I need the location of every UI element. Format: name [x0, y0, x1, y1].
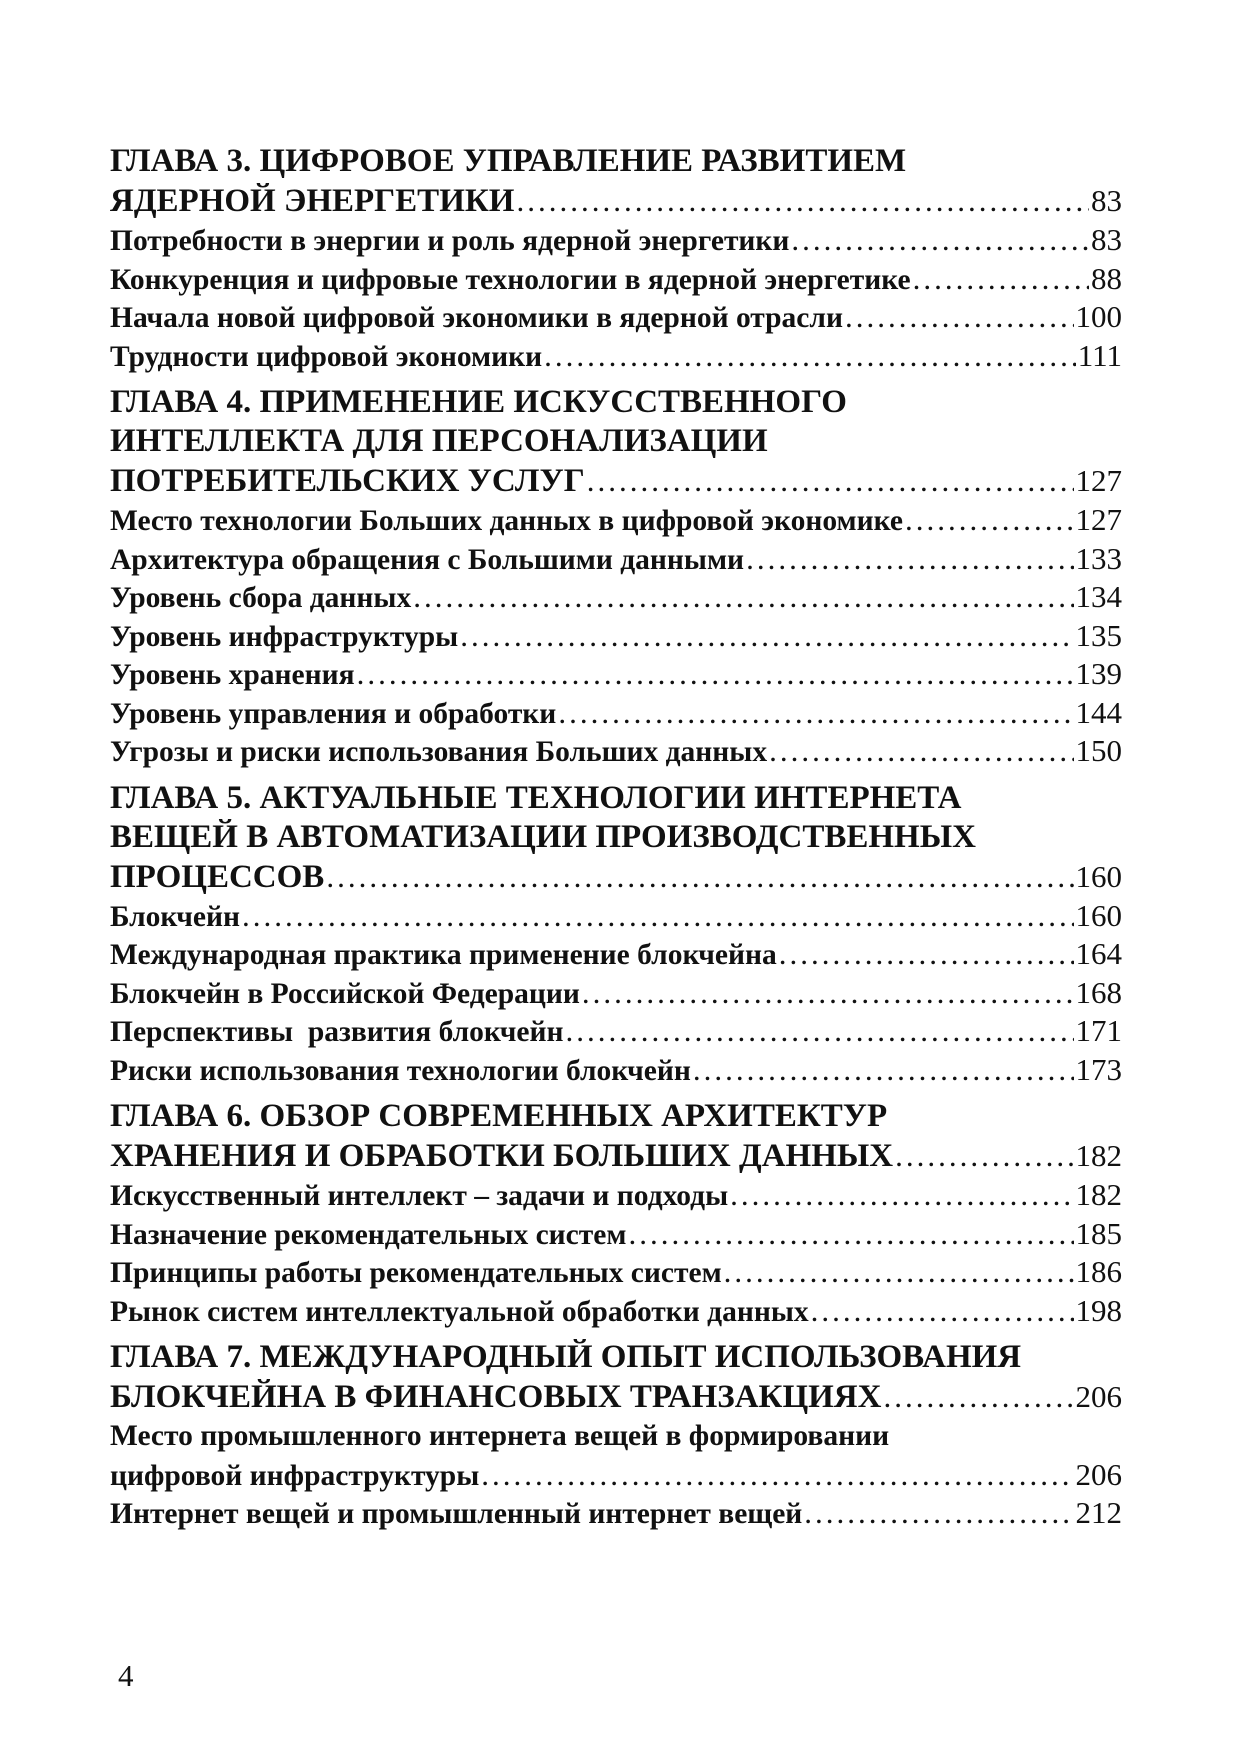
- toc-entry[interactable]: [110, 1456, 1122, 1495]
- toc-entry[interactable]: [110, 540, 1122, 579]
- chapter-title: ХРАНЕНИЯ И ОБРАБОТКИ БОЛЬШИХ ДАННЫХ: [110, 1138, 894, 1174]
- page-ref: 127: [1075, 502, 1122, 537]
- toc-entry[interactable]: [110, 1012, 1122, 1051]
- entry-title: Потребности в энергии и роль ядерной энергетики: [110, 225, 790, 257]
- dot-leader: [565, 1012, 1073, 1051]
- entry-title: Архитектура обращения с Большими данными: [110, 543, 745, 576]
- chapter-heading: ГЛАВА 5. АКТУАЛЬНЫЕ ТЕХНОЛОГИИ ИНТЕРНЕТА: [110, 779, 962, 816]
- chapter-heading: ГЛАВА 4. ПРИМЕНЕНИЕ ИСКУССТВЕННОГО: [110, 384, 847, 420]
- chapter-4: [110, 383, 1122, 771]
- toc-entry[interactable]: [110, 974, 1122, 1013]
- page-ref: 144: [1075, 694, 1122, 730]
- chapter-title: ЯДЕРНОЙ ЭНЕРГЕТИКИ: [110, 183, 515, 219]
- chapter-6: [110, 1097, 1122, 1330]
- entry-title: Перспективы развития блокчейн: [110, 1016, 564, 1048]
- toc-entry[interactable]: [110, 1051, 1122, 1090]
- dot-leader: [587, 461, 1074, 500]
- dot-leader: [791, 221, 1089, 260]
- page-ref: 160: [1075, 858, 1122, 894]
- chapter-heading: ГЛАВА 6. ОБЗОР СОВРЕМЕННЫХ АРХИТЕКТУР: [110, 1098, 888, 1134]
- dot-leader: [628, 1215, 1073, 1254]
- chapter-heading-line[interactable]: [110, 1136, 1122, 1176]
- dot-leader: [357, 655, 1074, 694]
- page-ref: 173: [1075, 1051, 1122, 1087]
- page-ref: 135: [1075, 617, 1122, 653]
- entry-title: Международная практика применение блокчейна: [110, 939, 777, 971]
- entry-title: Рынок систем интеллектуальной обработки данных: [110, 1295, 809, 1328]
- entry-title: Угрозы и риски использования Больших данных: [110, 736, 768, 768]
- toc-entry[interactable]: [110, 935, 1122, 974]
- dot-leader: [558, 694, 1073, 733]
- chapter-heading-line[interactable]: [110, 461, 1122, 501]
- dot-leader: [242, 897, 1074, 936]
- page-ref: 83: [1091, 222, 1122, 257]
- page-ref: 171: [1075, 1013, 1122, 1048]
- dot-leader: [724, 1253, 1074, 1292]
- chapter-7: [110, 1338, 1122, 1533]
- toc-entry-first-line[interactable]: [110, 1417, 1122, 1456]
- dot-leader: [481, 1456, 1073, 1495]
- toc-entry[interactable]: [110, 298, 1122, 337]
- chapter-heading: ИНТЕЛЛЕКТА ДЛЯ ПЕРСОНАЛИЗАЦИИ: [110, 423, 768, 459]
- chapter-title: БЛОКЧЕЙНА В ФИНАНСОВЫХ ТРАНЗАКЦИЯХ: [110, 1379, 882, 1415]
- page-ref: 212: [1075, 1495, 1122, 1530]
- page-ref: 182: [1075, 1177, 1122, 1212]
- toc-entry[interactable]: [110, 578, 1122, 617]
- page-ref: 111: [1077, 337, 1122, 373]
- entry-title: Место промышленного интернета вещей в формировании: [110, 1420, 890, 1452]
- dot-leader: [326, 857, 1073, 896]
- dot-leader: [413, 578, 1073, 617]
- entry-title: Конкуренция и цифровые технологии в ядерной энергетике: [110, 263, 911, 296]
- chapter-heading: ВЕЩЕЙ В АВТОМАТИЗАЦИИ ПРОИЗВОДСТВЕННЫХ: [110, 818, 976, 855]
- toc-entry[interactable]: [110, 1176, 1122, 1215]
- entry-title: Место технологии Больших данных в цифровой экономике: [110, 505, 903, 537]
- toc-entry[interactable]: [110, 732, 1122, 771]
- page-ref: 206: [1075, 1456, 1122, 1492]
- toc-entry[interactable]: [110, 1494, 1122, 1533]
- dot-leader: [746, 540, 1073, 579]
- entry-title: Назначение рекомендательных систем: [110, 1218, 627, 1251]
- toc-entry[interactable]: [110, 617, 1122, 656]
- dot-leader: [845, 298, 1074, 337]
- chapter-3: [110, 142, 1122, 375]
- toc-entry[interactable]: [110, 655, 1122, 694]
- page-ref: 88: [1091, 260, 1122, 296]
- dot-leader: [913, 260, 1089, 299]
- dot-leader: [730, 1176, 1073, 1215]
- page-number: 4: [118, 1658, 134, 1693]
- entry-title: Начала новой цифровой экономики в ядерной отрасли: [110, 302, 843, 334]
- table-of-contents: [110, 142, 1122, 1541]
- dot-leader: [779, 935, 1074, 974]
- chapter-heading: ГЛАВА 3. ЦИФРОВОЕ УПРАВЛЕНИЕ РАЗВИТИЕМ: [110, 143, 907, 179]
- dot-leader: [544, 337, 1076, 376]
- toc-entry[interactable]: [110, 897, 1122, 936]
- chapter-heading-line[interactable]: [110, 857, 1122, 897]
- page-ref: 83: [1091, 183, 1122, 218]
- entry-title: Уровень сбора данных: [110, 582, 412, 614]
- page-ref: 182: [1075, 1138, 1122, 1173]
- dot-leader: [811, 1292, 1074, 1331]
- chapter-5: [110, 779, 1122, 1090]
- toc-entry[interactable]: [110, 501, 1122, 540]
- entry-title: Риски использования технологии блокчейн: [110, 1054, 691, 1087]
- page-ref: 127: [1075, 463, 1122, 498]
- page-ref: 185: [1075, 1215, 1122, 1251]
- toc-entry[interactable]: [110, 260, 1122, 299]
- dot-leader: [769, 732, 1073, 771]
- chapter-heading-line[interactable]: [110, 1377, 1122, 1417]
- entry-title: Блокчейн в Российской Федерации: [110, 977, 580, 1010]
- entry-title: Искусственный интеллект – задачи и подходы: [110, 1180, 729, 1212]
- entry-title: Уровень инфраструктуры: [110, 620, 459, 653]
- entry-title: Уровень управления и обработки: [110, 697, 557, 730]
- entry-title: цифровой инфраструктуры: [110, 1459, 480, 1492]
- dot-leader: [460, 617, 1073, 656]
- dot-leader: [895, 1136, 1073, 1175]
- entry-title: Уровень хранения: [110, 659, 355, 691]
- entry-title: Блокчейн: [110, 900, 240, 933]
- dot-leader: [883, 1377, 1073, 1416]
- chapter-title: ПРОЦЕССОВ: [110, 858, 325, 895]
- toc-entry[interactable]: [110, 221, 1122, 260]
- page-ref: 164: [1075, 936, 1122, 971]
- toc-entry[interactable]: [110, 1292, 1122, 1331]
- page-ref: 100: [1075, 299, 1122, 334]
- page-ref: 150: [1075, 733, 1122, 768]
- page-ref: 186: [1075, 1254, 1122, 1289]
- dot-leader: [693, 1051, 1074, 1090]
- page-ref: 139: [1075, 656, 1122, 691]
- dot-leader: [582, 974, 1074, 1013]
- page-ref: 206: [1075, 1379, 1122, 1414]
- toc-entry[interactable]: [110, 1215, 1122, 1254]
- toc-entry[interactable]: [110, 1253, 1122, 1292]
- page-ref: 134: [1075, 579, 1122, 614]
- entry-title: Принципы работы рекомендательных систем: [110, 1257, 722, 1289]
- chapter-heading: ГЛАВА 7. МЕЖДУНАРОДНЫЙ ОПЫТ ИСПОЛЬЗОВАНИЯ: [110, 1339, 1022, 1375]
- toc-entry[interactable]: [110, 694, 1122, 733]
- dot-leader: [905, 501, 1074, 540]
- dot-leader: [516, 181, 1089, 220]
- page-ref: 168: [1075, 974, 1122, 1010]
- page-ref: 198: [1075, 1292, 1122, 1328]
- entry-title: Трудности цифровой экономики: [110, 340, 543, 373]
- page-ref: 133: [1075, 540, 1122, 576]
- page-ref: 160: [1075, 897, 1122, 933]
- entry-title: Интернет вещей и промышленный интернет вещей: [110, 1498, 803, 1530]
- dot-leader: [804, 1494, 1073, 1533]
- chapter-heading-line[interactable]: [110, 181, 1122, 221]
- chapter-title: ПОТРЕБИТЕЛЬСКИХ УСЛУГ: [110, 463, 585, 499]
- toc-entry[interactable]: [110, 337, 1122, 376]
